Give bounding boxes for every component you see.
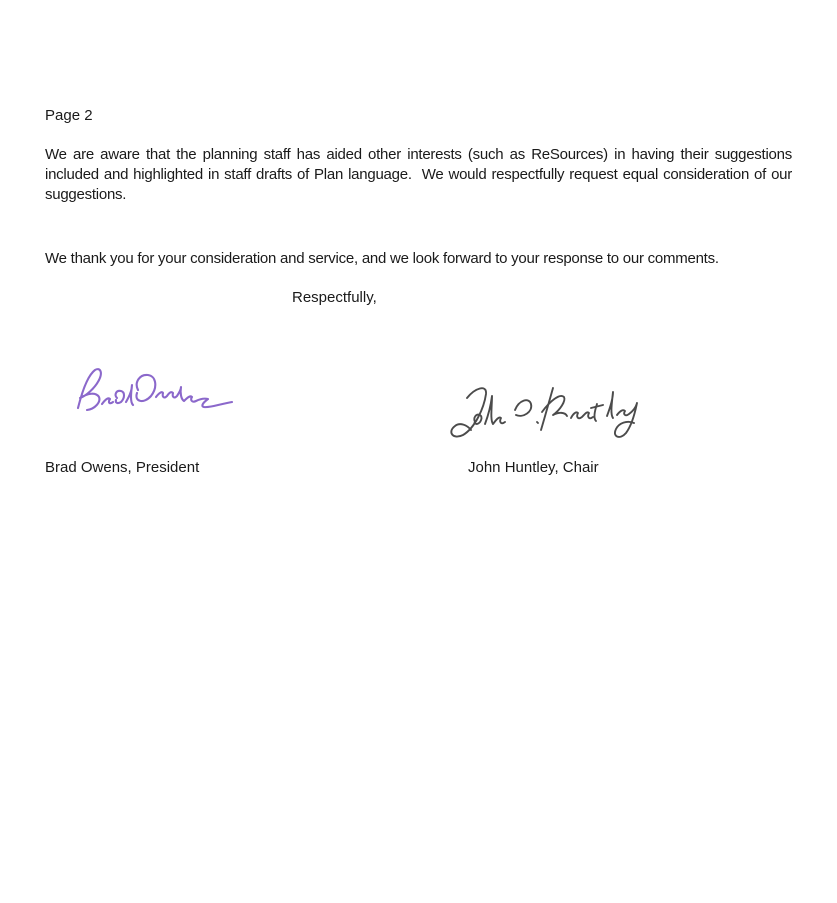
- paragraph-equal-consideration: We are aware that the planning staff has aided other interests (such as ReSources) in having their suggestions included and highlighted in staff drafts of Plan language. We would respectfully request equal consideration of our suggestions.: [45, 146, 792, 204]
- brad-owens-signature-image: [74, 366, 236, 418]
- signer-name-president: Brad Owens, President: [45, 459, 200, 476]
- brad-owens-signature-ink: [78, 369, 232, 410]
- closing-salutation: Respectfully,: [292, 289, 377, 306]
- paragraph-thanks: We thank you for your consideration and service, and we look forward to your response to our comments.: [45, 250, 719, 267]
- page-number-label: Page 2: [45, 107, 93, 124]
- john-huntley-signature-image: [445, 382, 655, 444]
- signer-name-chair: John Huntley, Chair: [468, 459, 599, 476]
- john-huntley-signature-ink: [451, 388, 637, 437]
